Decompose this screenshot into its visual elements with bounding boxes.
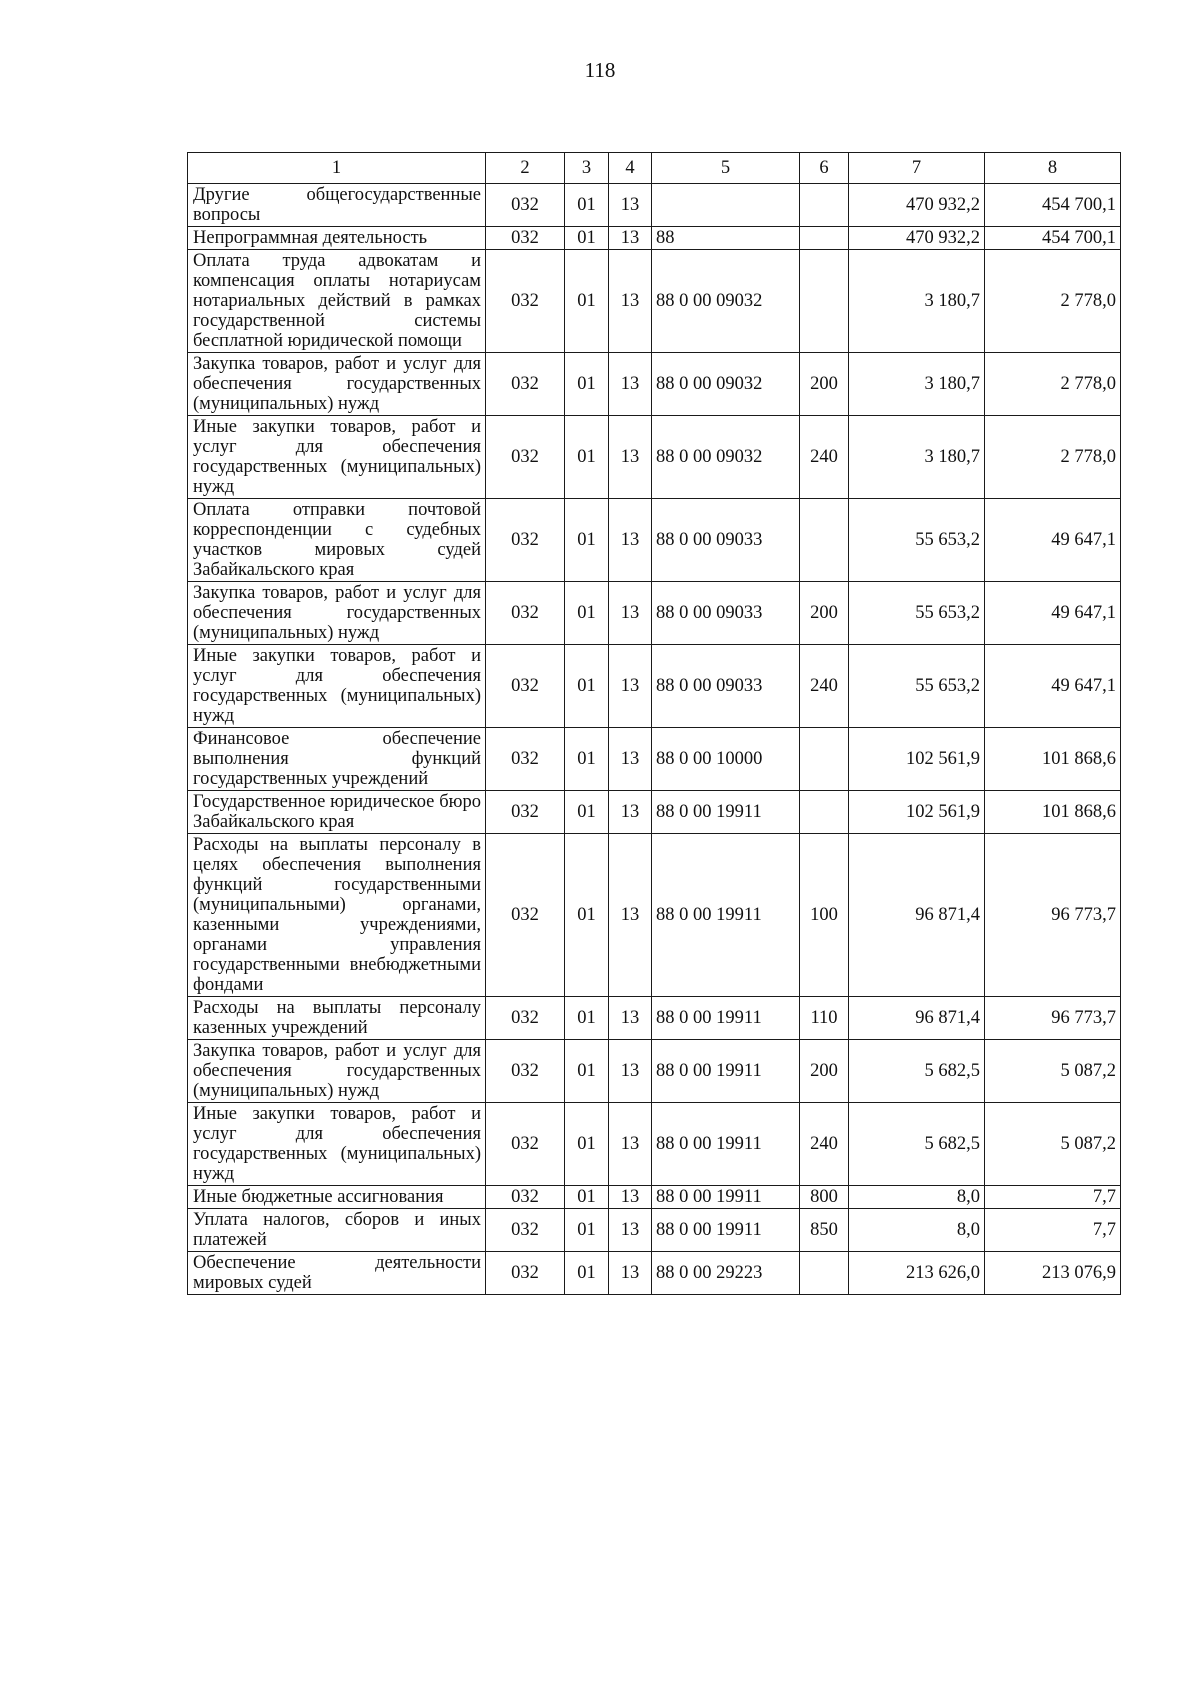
budget-table — [187, 152, 1121, 1295]
row-name-cell: Оплата труда адвокатам и компенсация оплаты нотариусам нотариальных действий в рамках государственной системы бесплатной юридической помощи — [188, 250, 486, 353]
row-name-cell: Иные закупки товаров, работ и услуг для обеспечения государственных (муниципальных) нужд — [188, 416, 486, 499]
row-admin-cell: 032 — [486, 1040, 565, 1103]
row-admin-cell: 032 — [486, 1186, 565, 1209]
row-name-cell: Непрограммная деятельность — [188, 227, 486, 250]
row-admin-cell: 032 — [486, 997, 565, 1040]
row-target-cell: 88 0 00 19911 — [652, 1040, 800, 1103]
row-type-cell — [800, 184, 849, 227]
row-section-cell: 01 — [565, 791, 609, 834]
table-body — [188, 153, 1121, 1295]
header-cell: 5 — [652, 153, 800, 184]
row-section-cell: 01 — [565, 250, 609, 353]
row-admin-cell: 032 — [486, 728, 565, 791]
row-type-cell — [800, 227, 849, 250]
row-amount-cell: 49 647,1 — [985, 645, 1121, 728]
row-amount-cell: 3 180,7 — [849, 353, 985, 416]
row-type-cell: 200 — [800, 582, 849, 645]
row-amount-cell: 5 682,5 — [849, 1103, 985, 1186]
row-subsection-cell: 13 — [609, 499, 652, 582]
header-cell: 2 — [486, 153, 565, 184]
row-type-cell: 100 — [800, 834, 849, 997]
header-cell: 7 — [849, 153, 985, 184]
row-admin-cell: 032 — [486, 353, 565, 416]
row-section-cell: 01 — [565, 645, 609, 728]
row-admin-cell: 032 — [486, 416, 565, 499]
row-type-cell — [800, 1252, 849, 1295]
row-target-cell — [652, 184, 800, 227]
row-section-cell: 01 — [565, 1103, 609, 1186]
row-name-cell: Другие общегосударственные вопросы — [188, 184, 486, 227]
row-section-cell: 01 — [565, 1209, 609, 1252]
row-admin-cell: 032 — [486, 250, 565, 353]
row-type-cell: 240 — [800, 1103, 849, 1186]
row-type-cell: 110 — [800, 997, 849, 1040]
row-amount-cell: 8,0 — [849, 1209, 985, 1252]
row-target-cell: 88 0 00 09032 — [652, 416, 800, 499]
row-admin-cell: 032 — [486, 227, 565, 250]
table-row — [188, 1040, 1121, 1103]
row-name-cell: Закупка товаров, работ и услуг для обеспечения государственных (муниципальных) нужд — [188, 353, 486, 416]
row-name-cell: Оплата отправки почтовой корреспонденции с судебных участков мировых судей Забайкальского края — [188, 499, 486, 582]
row-amount-cell: 3 180,7 — [849, 416, 985, 499]
row-amount-cell: 454 700,1 — [985, 227, 1121, 250]
row-admin-cell: 032 — [486, 184, 565, 227]
row-amount-cell: 55 653,2 — [849, 645, 985, 728]
row-admin-cell: 032 — [486, 645, 565, 728]
row-subsection-cell: 13 — [609, 1252, 652, 1295]
row-admin-cell: 032 — [486, 791, 565, 834]
row-subsection-cell: 13 — [609, 791, 652, 834]
row-name-cell: Обеспечение деятельности мировых судей — [188, 1252, 486, 1295]
row-subsection-cell: 13 — [609, 1186, 652, 1209]
row-name-cell: Финансовое обеспечение выполнения функций государственных учреждений — [188, 728, 486, 791]
row-type-cell: 240 — [800, 645, 849, 728]
row-amount-cell: 55 653,2 — [849, 499, 985, 582]
row-amount-cell: 3 180,7 — [849, 250, 985, 353]
row-subsection-cell: 13 — [609, 1209, 652, 1252]
row-target-cell: 88 0 00 19911 — [652, 1186, 800, 1209]
table-row — [188, 582, 1121, 645]
header-cell: 3 — [565, 153, 609, 184]
table-row — [188, 1252, 1121, 1295]
row-name-cell: Государственное юридическое бюро Забайкальского края — [188, 791, 486, 834]
row-amount-cell: 213 076,9 — [985, 1252, 1121, 1295]
row-type-cell: 200 — [800, 1040, 849, 1103]
page-number: 118 — [584, 58, 616, 82]
table-row — [188, 997, 1121, 1040]
row-target-cell: 88 0 00 09033 — [652, 582, 800, 645]
row-amount-cell: 96 773,7 — [985, 834, 1121, 997]
header-cell: 6 — [800, 153, 849, 184]
row-target-cell: 88 0 00 19911 — [652, 997, 800, 1040]
row-amount-cell: 2 778,0 — [985, 416, 1121, 499]
table-row — [188, 645, 1121, 728]
row-target-cell: 88 0 00 19911 — [652, 834, 800, 997]
row-admin-cell: 032 — [486, 499, 565, 582]
row-target-cell: 88 0 00 19911 — [652, 791, 800, 834]
row-name-cell: Закупка товаров, работ и услуг для обеспечения государственных (муниципальных) нужд — [188, 582, 486, 645]
table-row — [188, 728, 1121, 791]
row-section-cell: 01 — [565, 353, 609, 416]
row-amount-cell: 102 561,9 — [849, 728, 985, 791]
row-section-cell: 01 — [565, 834, 609, 997]
row-section-cell: 01 — [565, 728, 609, 791]
row-subsection-cell: 13 — [609, 353, 652, 416]
row-section-cell: 01 — [565, 1040, 609, 1103]
row-amount-cell: 5 087,2 — [985, 1040, 1121, 1103]
row-amount-cell: 96 773,7 — [985, 997, 1121, 1040]
row-type-cell — [800, 499, 849, 582]
row-subsection-cell: 13 — [609, 184, 652, 227]
row-admin-cell: 032 — [486, 582, 565, 645]
table-row — [188, 184, 1121, 227]
row-amount-cell: 213 626,0 — [849, 1252, 985, 1295]
table-row — [188, 353, 1121, 416]
row-name-cell: Иные закупки товаров, работ и услуг для обеспечения государственных (муниципальных) нужд — [188, 645, 486, 728]
row-type-cell: 850 — [800, 1209, 849, 1252]
row-admin-cell: 032 — [486, 834, 565, 997]
row-target-cell: 88 0 00 29223 — [652, 1252, 800, 1295]
row-section-cell: 01 — [565, 1252, 609, 1295]
row-name-cell: Уплата налогов, сборов и иных платежей — [188, 1209, 486, 1252]
row-target-cell: 88 0 00 09033 — [652, 645, 800, 728]
row-subsection-cell: 13 — [609, 834, 652, 997]
row-admin-cell: 032 — [486, 1103, 565, 1186]
row-type-cell — [800, 728, 849, 791]
row-subsection-cell: 13 — [609, 997, 652, 1040]
row-section-cell: 01 — [565, 997, 609, 1040]
table-row — [188, 1103, 1121, 1186]
row-type-cell: 800 — [800, 1186, 849, 1209]
row-section-cell: 01 — [565, 1186, 609, 1209]
row-admin-cell: 032 — [486, 1252, 565, 1295]
row-section-cell: 01 — [565, 499, 609, 582]
row-section-cell: 01 — [565, 227, 609, 250]
row-type-cell: 240 — [800, 416, 849, 499]
row-amount-cell: 2 778,0 — [985, 250, 1121, 353]
row-amount-cell: 7,7 — [985, 1209, 1121, 1252]
row-type-cell — [800, 250, 849, 353]
row-amount-cell: 5 682,5 — [849, 1040, 985, 1103]
row-subsection-cell: 13 — [609, 227, 652, 250]
row-section-cell: 01 — [565, 184, 609, 227]
row-target-cell: 88 0 00 19911 — [652, 1209, 800, 1252]
row-name-cell: Иные закупки товаров, работ и услуг для обеспечения государственных (муниципальных) нужд — [188, 1103, 486, 1186]
table-row — [188, 499, 1121, 582]
row-target-cell: 88 0 00 10000 — [652, 728, 800, 791]
header-row — [188, 153, 1121, 184]
row-name-cell: Иные бюджетные ассигнования — [188, 1186, 486, 1209]
row-amount-cell: 49 647,1 — [985, 499, 1121, 582]
row-subsection-cell: 13 — [609, 1103, 652, 1186]
row-amount-cell: 102 561,9 — [849, 791, 985, 834]
row-amount-cell: 5 087,2 — [985, 1103, 1121, 1186]
row-amount-cell: 101 868,6 — [985, 791, 1121, 834]
row-subsection-cell: 13 — [609, 645, 652, 728]
row-target-cell: 88 0 00 09032 — [652, 250, 800, 353]
table-row — [188, 834, 1121, 997]
row-amount-cell: 96 871,4 — [849, 997, 985, 1040]
row-type-cell — [800, 791, 849, 834]
header-cell: 8 — [985, 153, 1121, 184]
row-subsection-cell: 13 — [609, 728, 652, 791]
row-subsection-cell: 13 — [609, 416, 652, 499]
row-name-cell: Расходы на выплаты персоналу казенных учреждений — [188, 997, 486, 1040]
row-section-cell: 01 — [565, 416, 609, 499]
row-target-cell: 88 0 00 19911 — [652, 1103, 800, 1186]
row-type-cell: 200 — [800, 353, 849, 416]
row-admin-cell: 032 — [486, 1209, 565, 1252]
table-row — [188, 227, 1121, 250]
row-target-cell: 88 0 00 09033 — [652, 499, 800, 582]
header-cell: 1 — [188, 153, 486, 184]
row-amount-cell: 2 778,0 — [985, 353, 1121, 416]
row-amount-cell: 96 871,4 — [849, 834, 985, 997]
row-subsection-cell: 13 — [609, 1040, 652, 1103]
row-amount-cell: 470 932,2 — [849, 184, 985, 227]
row-amount-cell: 470 932,2 — [849, 227, 985, 250]
row-section-cell: 01 — [565, 582, 609, 645]
row-amount-cell: 454 700,1 — [985, 184, 1121, 227]
row-target-cell: 88 0 00 09032 — [652, 353, 800, 416]
row-subsection-cell: 13 — [609, 250, 652, 353]
row-subsection-cell: 13 — [609, 582, 652, 645]
row-amount-cell: 7,7 — [985, 1186, 1121, 1209]
table-row — [188, 1209, 1121, 1252]
row-amount-cell: 8,0 — [849, 1186, 985, 1209]
table-row — [188, 1186, 1121, 1209]
row-amount-cell: 101 868,6 — [985, 728, 1121, 791]
table-row — [188, 250, 1121, 353]
table-row — [188, 416, 1121, 499]
header-cell: 4 — [609, 153, 652, 184]
row-amount-cell: 55 653,2 — [849, 582, 985, 645]
row-target-cell: 88 — [652, 227, 800, 250]
row-name-cell: Расходы на выплаты персоналу в целях обеспечения выполнения функций государственными (муниципальными) органами, казенными учреждениями, органами управления государственными внебюджетными фондами — [188, 834, 486, 997]
table-row — [188, 791, 1121, 834]
row-name-cell: Закупка товаров, работ и услуг для обеспечения государственных (муниципальных) нужд — [188, 1040, 486, 1103]
row-amount-cell: 49 647,1 — [985, 582, 1121, 645]
